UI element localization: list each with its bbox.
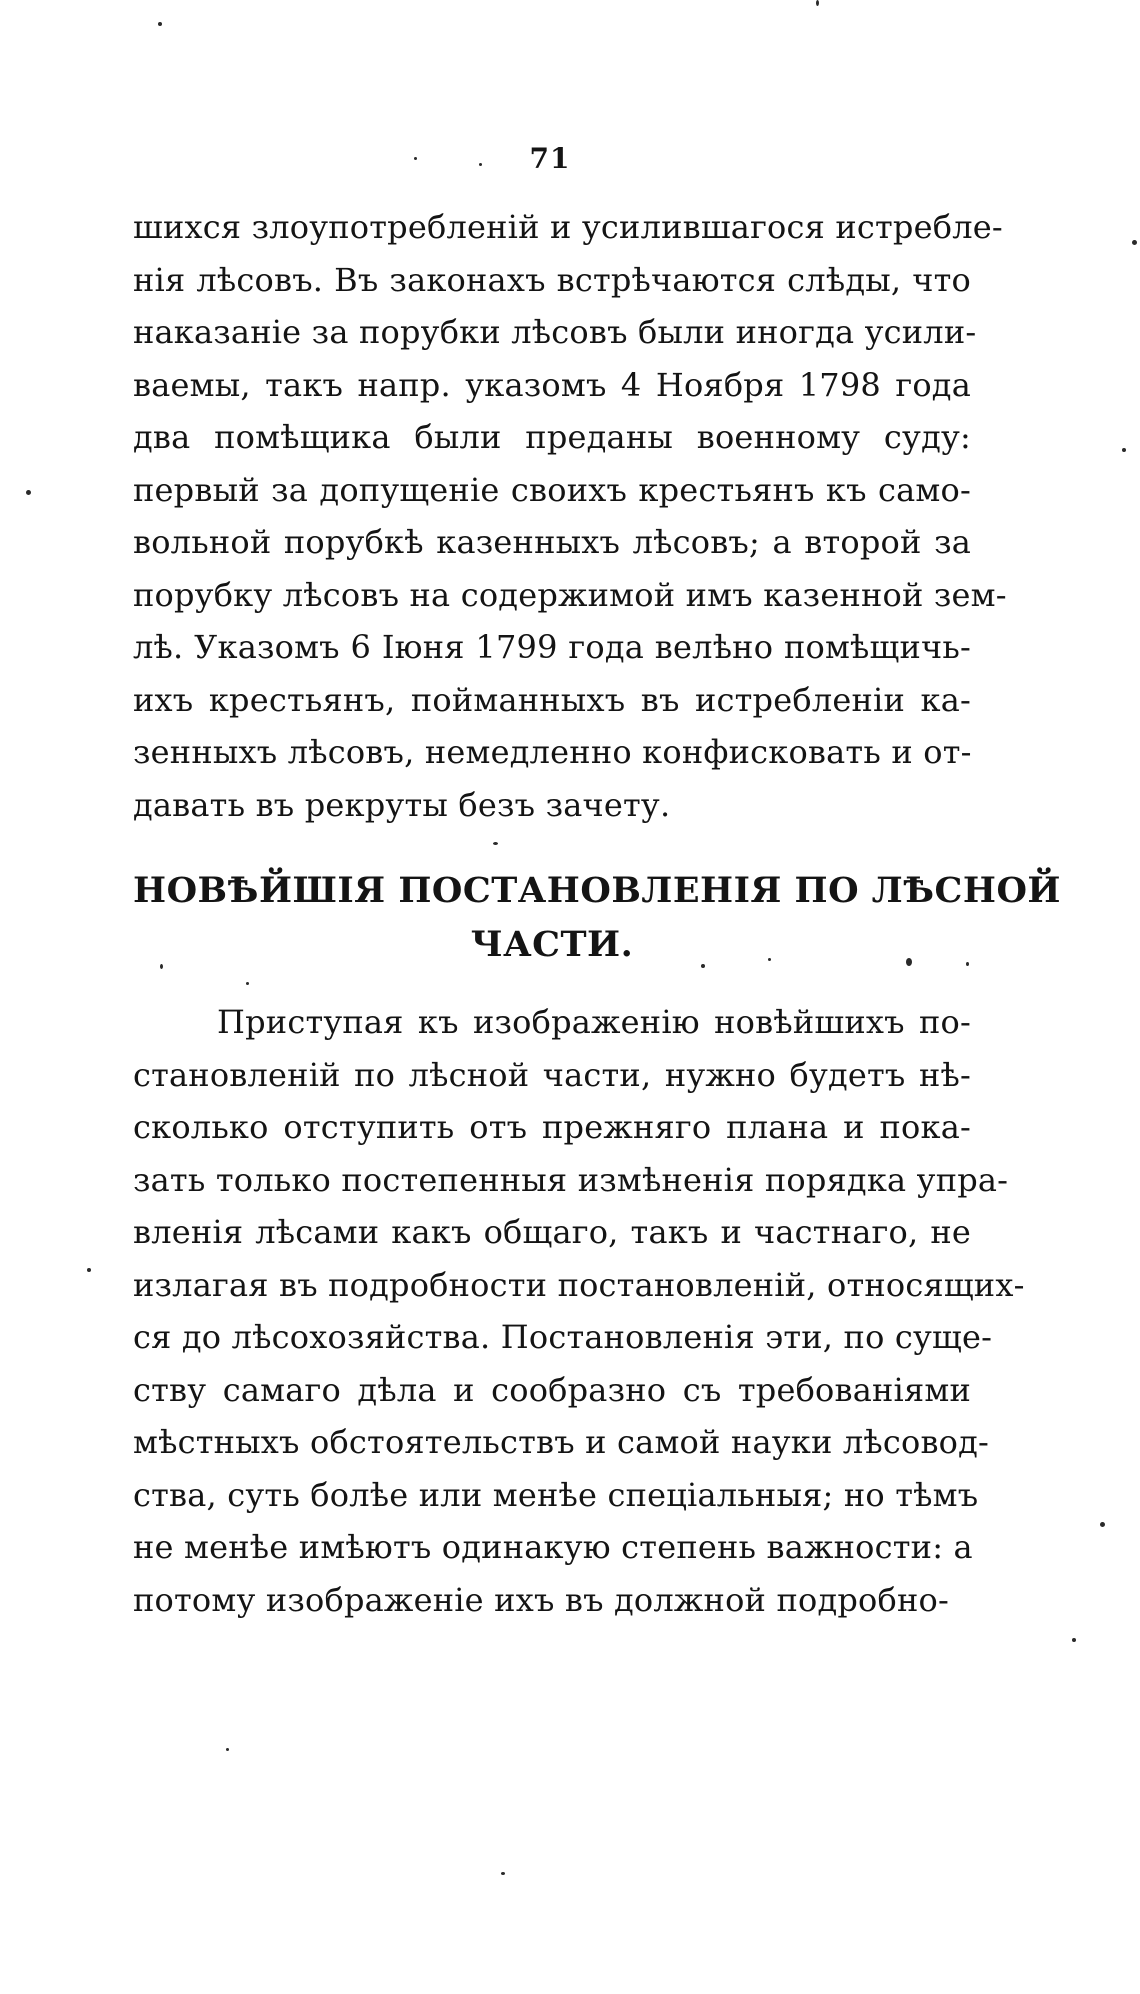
scan-speck: [1100, 1522, 1105, 1527]
text-line: первый за допущеніе своихъ крестьянъ къ само-: [133, 470, 971, 509]
text-line: потому изображеніе ихъ въ должной подробно-: [133, 1580, 949, 1619]
scan-speck: [246, 982, 249, 985]
text-line: ваемы, такъ напр. указомъ 4 Ноября 1798 года: [133, 365, 971, 404]
section-heading-line-2: ЧАСТИ.: [470, 924, 634, 965]
text-line: сколько отступить отъ прежняго плана и пока-: [133, 1108, 971, 1146]
text-line: вленія лѣсами какъ общаго, такъ и частнаго, не: [133, 1213, 971, 1251]
scan-speck: [701, 964, 705, 968]
text-line: вольной порубкѣ казенныхъ лѣсовъ; а второй за: [133, 523, 971, 561]
scan-speck: [501, 1872, 505, 1875]
text-line: зенныхъ лѣсовъ, немедленно конфисковать и от-: [133, 733, 972, 771]
scan-speck: [479, 163, 482, 166]
scan-speck: [493, 842, 498, 845]
text-line: становленій по лѣсной части, нужно будетъ нѣ-: [133, 1055, 971, 1094]
text-line: наказаніе за порубки лѣсовъ были иногда усили-: [133, 313, 977, 351]
text-line: ся до лѣсохозяйства. Постановленія эти, по суще-: [133, 1318, 993, 1356]
page-number: 71: [529, 142, 571, 175]
text-line: не менѣе имѣютъ одинакую степень важности: а: [133, 1528, 973, 1566]
text-line: Приступая къ изображенію новѣйшихъ по-: [217, 1003, 971, 1041]
text-line: два помѣщика были преданы военному суду:: [133, 418, 971, 456]
section-heading: [133, 864, 1061, 972]
scan-speck: [226, 1748, 229, 1751]
scan-speck: [87, 1268, 91, 1272]
text-line: излагая въ подробности постановленій, относящих-: [133, 1265, 1025, 1304]
section-heading-line-1: НОВѢЙШІЯ ПОСТАНОВЛЕНІЯ ПО ЛѢСНОЙ: [133, 870, 1061, 911]
scan-speck: [160, 964, 163, 969]
text-line: шихся злоупотребленій и усилившагося истребле-: [133, 208, 1003, 246]
scan-speck: [966, 962, 969, 966]
scan-speck: [768, 958, 771, 961]
scan-speck: [1122, 448, 1126, 452]
scan-speck: [26, 490, 31, 495]
scan-speck: [158, 22, 162, 26]
scan-speck: [414, 157, 417, 160]
scan-speck: [1072, 1638, 1076, 1642]
scan-speck: [1132, 240, 1137, 245]
text-line: порубку лѣсовъ на содержимой имъ казенной зем-: [133, 575, 1007, 614]
text-line: ству самаго дѣла и сообразно съ требованіями: [133, 1370, 971, 1409]
scan-speck: [906, 958, 912, 966]
text-line: мѣстныхъ обстоятельствъ и самой науки лѣсовод-: [133, 1423, 990, 1461]
scan-speck: [816, 0, 819, 6]
paragraph-continued: [133, 201, 1007, 831]
paragraph-new-section: [133, 996, 1025, 1626]
text-line: лѣ. Указомъ 6 Іюня 1799 года велѣно помѣщичь-: [133, 628, 971, 666]
text-line: ихъ крестьянъ, пойманныхъ въ истребленіи ка-: [133, 680, 971, 719]
text-line: нія лѣсовъ. Въ законахъ встрѣчаются слѣды, что: [133, 260, 971, 299]
text-line: ства, суть болѣе или менѣе спеціальныя; но тѣмъ: [133, 1475, 979, 1514]
text-line: зать только постепенныя измѣненія порядка упра-: [133, 1160, 1009, 1199]
text-line: давать въ рекруты безъ зачету.: [133, 785, 671, 824]
